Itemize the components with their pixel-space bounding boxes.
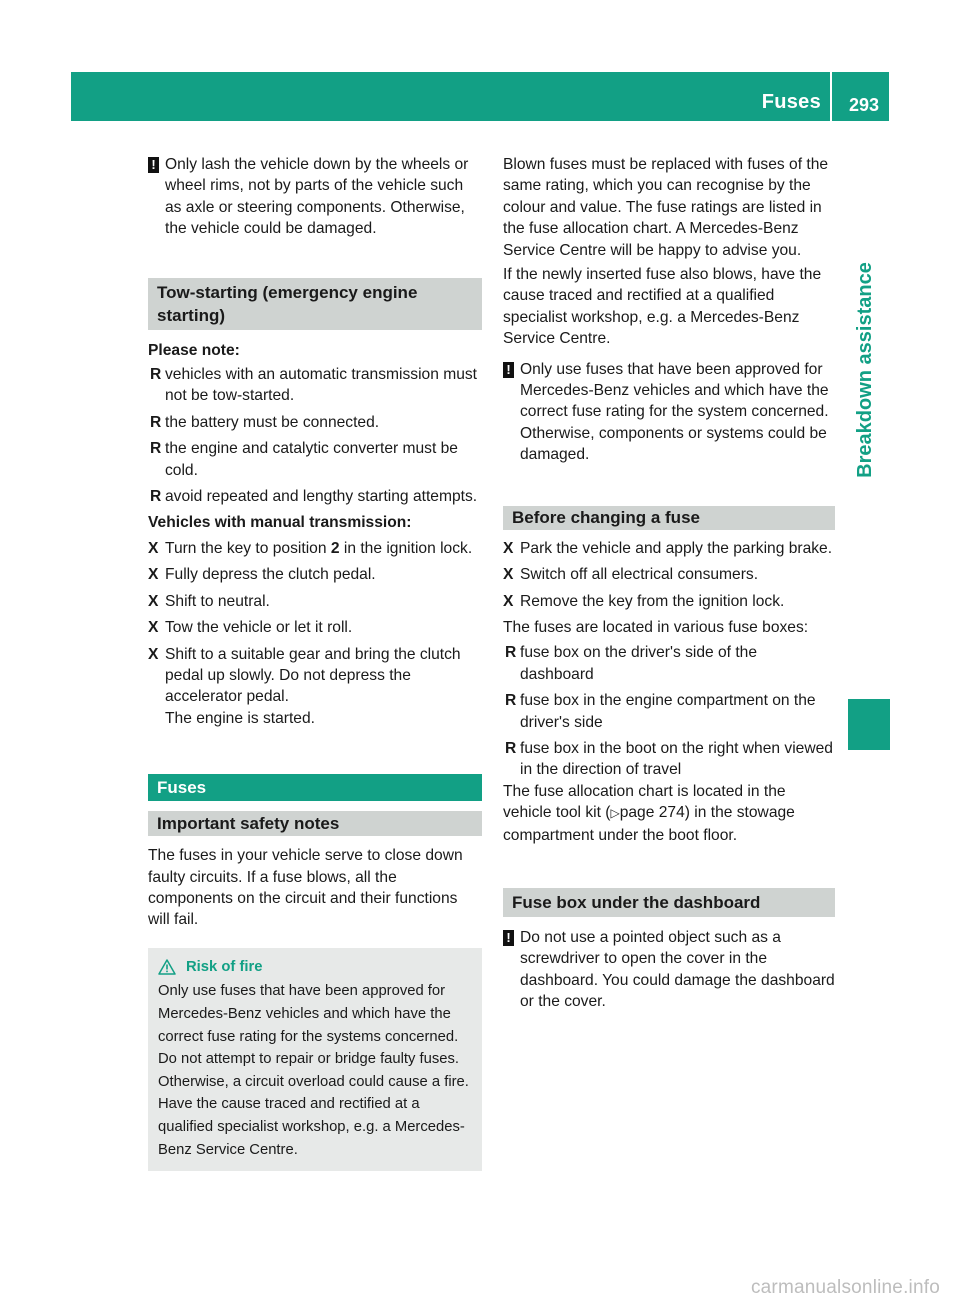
step-item: X Fully depress the clutch pedal.: [148, 564, 482, 585]
page-reference-link[interactable]: page 274: [619, 804, 685, 822]
watermark: carmanualsonline.info: [750, 1277, 940, 1298]
note-text: Only use fuses that have been approved for Mercedes-Benz vehicles and which have the correct fuse rating for the system concerned. Otherwise, components or systems could be damaged.: [520, 360, 829, 464]
warning-triangle-icon: [158, 959, 176, 975]
warning-icon: !: [148, 157, 159, 173]
warning-note: [503, 359, 835, 466]
step-item: X Turn the key to position 2 in the ignition lock.: [148, 538, 482, 559]
step-item: X Remove the key from the ignition lock.: [503, 591, 835, 612]
side-tab-label: Breakdown assistance: [854, 262, 876, 478]
list-item: R avoid repeated and lengthy starting attempts.: [148, 486, 482, 507]
step-item: X Shift to a suitable gear and bring the clutch pedal up slowly. Do not depress the accelerator pedal. The engine is started.: [148, 644, 482, 730]
risk-of-fire-box: [148, 948, 482, 1171]
step-item: X Tow the vehicle or let it roll.: [148, 617, 482, 638]
right-column: [503, 154, 835, 1013]
left-column: [148, 154, 482, 1171]
risk-title: Risk of fire: [186, 958, 263, 975]
page-reference-arrow-icon: ▷: [610, 806, 620, 821]
list-item: R fuse box in the engine compartment on the driver's side: [503, 690, 835, 733]
list-item: R fuse box in the boot on the right when viewed in the direction of travel: [503, 738, 835, 781]
warning-icon: !: [503, 930, 514, 946]
fuse-boxes-intro: The fuses are located in various fuse boxes:: [503, 618, 809, 636]
step-item: X Switch off all electrical consumers.: [503, 564, 835, 585]
header-divider: [830, 72, 832, 121]
bullet-icon: R: [505, 692, 517, 710]
bullet-icon: R: [505, 739, 517, 757]
note-text: Only lash the vehicle down by the wheels or wheel rims, not by parts of the vehicle such as axle or steering components. Otherwise, the vehicle could be damaged.: [165, 156, 469, 238]
risk-text: Only use fuses that have been approved for Mercedes-Benz vehicles and which have the correct fuse rating for the systems concerned. Do not attempt to repair or bridge faulty fuses. Otherwise, a circuit overload could cause a fire. Have the cause traced and rectified at a qualified specialist workshop, e.g. a Mercedes-Benz Service Centre.: [158, 983, 469, 1158]
step-result: The engine is started.: [165, 709, 315, 727]
bullet-icon: R: [150, 413, 162, 431]
section-heading-fuses: Fuses: [148, 774, 482, 801]
warning-icon: !: [503, 362, 514, 378]
step-item: X Park the vehicle and apply the parking brake.: [503, 538, 835, 559]
list-item: R the battery must be connected.: [148, 412, 482, 433]
step-icon: X: [503, 566, 514, 584]
step-icon: X: [148, 566, 159, 584]
section-heading-fuse-box-dashboard: Fuse box under the dashboard: [503, 888, 835, 917]
manual-transmission-heading: Vehicles with manual transmission:: [148, 514, 412, 532]
paragraph-fuse-blows-again: If the newly inserted fuse also blows, have the cause traced and rectified at a qualified specialist workshop, e.g. a Mercedes-Benz Service Centre.: [503, 266, 822, 348]
side-marker-block: [848, 699, 890, 750]
page-number: 293: [848, 95, 879, 115]
note-text: Do not use a pointed object such as a screwdriver to open the cover in the dashboard. You could damage the dashboard or the cover.: [520, 928, 835, 1011]
step-icon: X: [148, 645, 159, 663]
list-item: R the engine and catalytic converter must be cold.: [148, 438, 482, 481]
side-tab: [841, 120, 889, 620]
section-heading-safety: Important safety notes: [148, 811, 482, 836]
bullet-icon: R: [505, 644, 517, 662]
warning-note: [503, 927, 835, 1013]
paragraph-blown-fuses: Blown fuses must be replaced with fuses of the same rating, which you can recognise by the colour and value. The fuse ratings are listed in the fuse allocation chart. A Mercedes-Benz Service Centre will be happy to advise you.: [503, 156, 829, 259]
section-heading-tow-starting: Tow-starting (emergency engine starting): [148, 278, 482, 330]
bullet-icon: R: [150, 440, 162, 458]
bullet-icon: R: [150, 488, 162, 506]
step-icon: X: [503, 539, 514, 557]
step-icon: X: [148, 539, 159, 557]
step-icon: X: [148, 619, 159, 637]
step-icon: X: [503, 592, 514, 610]
please-note-label: Please note:: [148, 341, 240, 359]
warning-note: [148, 154, 482, 240]
section-heading-before-changing: Before changing a fuse: [503, 506, 835, 530]
step-item: X Shift to neutral.: [148, 591, 482, 612]
bullet-icon: R: [150, 366, 162, 384]
list-item: R vehicles with an automatic transmission must not be tow-started.: [148, 364, 482, 407]
safety-paragraph: The fuses in your vehicle serve to close down faulty circuits. If a fuse blows, all the components on the circuit and their functions will fail.: [148, 847, 463, 929]
header-bar: [71, 72, 889, 121]
list-item: R fuse box on the driver's side of the dashboard: [503, 642, 835, 685]
allocation-chart-paragraph: The fuse allocation chart is located in the vehicle tool kit (▷page 274) in the stowage compartment under the boot floor.: [503, 782, 795, 844]
step-icon: X: [148, 592, 159, 610]
section-title: Fuses: [761, 91, 821, 113]
